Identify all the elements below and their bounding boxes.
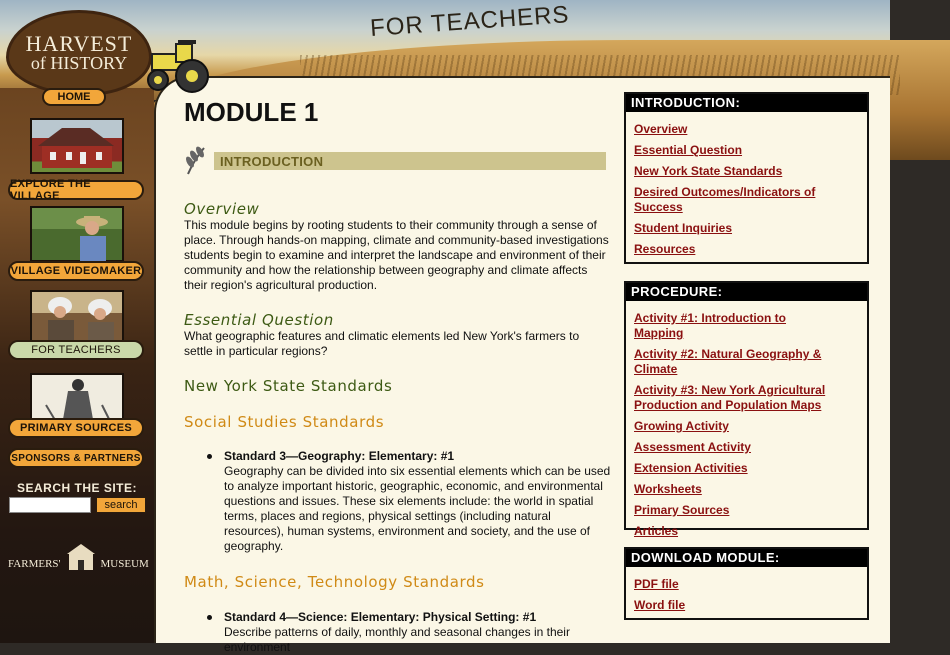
standard-4-title: Standard 4—Science: Elementary: Physical Setting: #1: [224, 610, 537, 624]
nav-village-videomaker[interactable]: VILLAGE VIDEOMAKER: [8, 261, 144, 281]
link-growing-activity[interactable]: Growing Activity: [634, 419, 729, 433]
farmers-museum-logo[interactable]: [8, 536, 150, 570]
wheat-icon: [184, 144, 210, 176]
link-activity-2[interactable]: Activity #2: Natural Geography & Climate: [634, 347, 822, 376]
bullet-icon: [207, 615, 212, 620]
download-box-heading: DOWNLOAD MODULE:: [626, 549, 867, 567]
nav-sponsors-partners[interactable]: SPONSORS & PARTNERS: [8, 448, 144, 468]
standard-4-text: Describe patterns of daily, monthly and seasonal changes in their environment: [224, 625, 570, 654]
museum-logo-left: FARMERS': [8, 558, 61, 570]
link-nys-standards[interactable]: New York State Standards: [634, 164, 783, 178]
standard-3-title: Standard 3—Geography: Elementary: #1: [224, 449, 455, 463]
link-activity-3[interactable]: Activity #3: New York Agricultural Production and Population Maps: [634, 383, 826, 412]
search-button[interactable]: search: [96, 497, 146, 513]
museum-building-icon: [65, 542, 97, 570]
link-assessment-activity[interactable]: Assessment Activity: [634, 440, 751, 454]
link-activity-1[interactable]: Activity #1: Introduction to Mapping: [634, 311, 787, 340]
link-primary-sources[interactable]: Primary Sources: [634, 503, 730, 517]
essential-question-heading: Essential Question: [184, 311, 334, 329]
mst-standards-heading: Math, Science, Technology Standards: [184, 573, 485, 591]
introduction-box: [624, 92, 869, 264]
procedure-box: [624, 281, 869, 538]
bullet-icon: [207, 454, 212, 459]
section-heading: FOR TEACHERS: [369, 1, 571, 42]
link-extension-activities[interactable]: Extension Activities: [634, 461, 748, 475]
nav-primary-sources[interactable]: PRIMARY SOURCES: [8, 418, 144, 438]
section-label: INTRODUCTION: [214, 152, 606, 170]
link-student-inquiries[interactable]: Student Inquiries: [634, 221, 733, 235]
logo-title: HARVEST: [25, 31, 133, 56]
link-overview[interactable]: Overview: [634, 122, 688, 136]
home-button[interactable]: HOME: [42, 88, 106, 106]
procedure-box-heading: PROCEDURE:: [626, 283, 867, 301]
overview-heading: Overview: [184, 200, 260, 218]
nys-standards-heading: New York State Standards: [184, 377, 393, 395]
museum-logo-right: MUSEUM: [100, 558, 149, 570]
social-studies-heading: Social Studies Standards: [184, 413, 385, 431]
nav-for-teachers[interactable]: FOR TEACHERS: [8, 340, 144, 360]
teachers-photo[interactable]: [30, 290, 124, 346]
tractor-icon: [138, 40, 214, 96]
link-pdf-file[interactable]: PDF file: [634, 577, 679, 591]
village-photo[interactable]: [30, 118, 124, 174]
house-icon: [32, 120, 126, 176]
nav-explore-village[interactable]: EXPLORE THE VILLAGE: [8, 180, 144, 200]
introduction-box-heading: INTRODUCTION:: [626, 94, 867, 112]
link-worksheets[interactable]: Worksheets: [634, 482, 702, 496]
link-articles[interactable]: Articles: [634, 524, 679, 538]
overview-text: This module begins by rooting students to their community through a sense of place. Through hands-on mapping, climate and community-based investigations students begin to examine and interpret the landscape and environment of their community and how the relationship between geography and climate affects their region's agricultural production.: [184, 218, 609, 292]
link-resources[interactable]: Resources: [634, 242, 696, 256]
videomaker-photo[interactable]: [30, 206, 124, 262]
farmer-icon: [32, 208, 126, 264]
link-desired-outcomes[interactable]: Desired Outcomes/Indicators of Success: [634, 185, 816, 214]
harvest-of-history-logo[interactable]: [6, 10, 152, 96]
standard-3-text: Geography can be divided into six essential elements which can be used to analyze important historic, geographic, economic, and environmental questions and issues. These six elements include: the world in spatial terms, places and regions, physical settings (including natural resources), human systems, environment and society, and the use of geography.: [224, 464, 611, 553]
logo-subtitle: of HISTORY: [30, 53, 128, 73]
download-box: [624, 547, 869, 620]
link-word-file[interactable]: Word file: [634, 598, 686, 612]
link-essential-question[interactable]: Essential Question: [634, 143, 743, 157]
page-title: MODULE 1: [184, 97, 319, 127]
essential-question-text: What geographic features and climatic elements led New York's farmers to settle in particular regions?: [184, 329, 580, 358]
search-label: SEARCH THE SITE:: [16, 481, 137, 495]
search-input[interactable]: [9, 497, 91, 513]
